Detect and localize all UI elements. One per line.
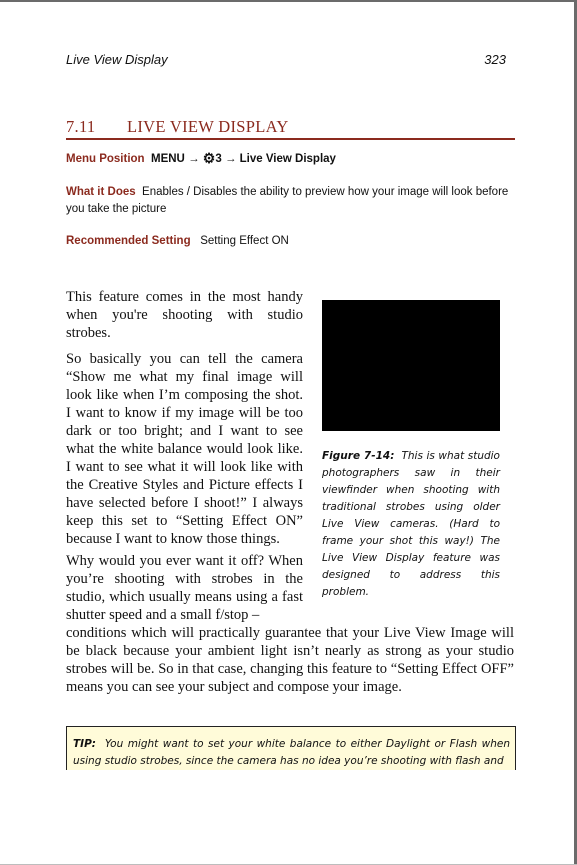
arrow-icon: → bbox=[224, 153, 237, 165]
paragraph: This feature comes in the most handy when you're shooting with studio strobes. bbox=[66, 289, 303, 341]
paragraph: Why would you ever want it off? When you’re shooting with strobes in the studio, which usually means using a fast shutter speed and a small f/stop – bbox=[66, 553, 303, 623]
menu-tab-number: 3 bbox=[215, 153, 222, 165]
paragraph: So basically you can tell the camera “Show me what my final image will look like when I’m composing the shot. I want to know if my image will be too dark or too bright; and I want to see what the white balance would look like. I want to see what it will look like with the Creative Styles and Picture effects I have selected before I shoot!” I always keep this set to “Setting Effect ON” because I want to know those things. bbox=[66, 351, 303, 547]
figure-caption bbox=[322, 448, 500, 601]
paragraph: conditions which will practically guarantee that your Live View Image will be black because your ambient light isn’t nearly as strong as your studio strobes will be. So in that case, changing this feature to “Setting Effect OFF” means you can see your subject and compose your image. bbox=[66, 625, 514, 695]
figure-image bbox=[322, 300, 500, 431]
section-heading bbox=[66, 117, 515, 140]
running-head-title: Live View Display bbox=[66, 52, 168, 67]
page-number: 323 bbox=[484, 52, 506, 67]
arrow-icon: → bbox=[188, 153, 200, 165]
tip-box bbox=[66, 726, 516, 770]
what-it-does bbox=[66, 184, 516, 218]
what-it-does-label: What it Does bbox=[66, 186, 136, 198]
recommended-value: Setting Effect ON bbox=[200, 235, 289, 247]
section-number: 7.11 bbox=[66, 117, 96, 136]
gear-icon: ⚙ bbox=[202, 150, 216, 166]
menu-position-line bbox=[66, 150, 516, 168]
tip-text: You might want to set your white balance to either Daylight or Flash when using studio strobes, since the camera has no idea you’re shooting with flash and bbox=[73, 738, 510, 767]
menu-position-label: Menu Position bbox=[66, 153, 145, 165]
page-border-top bbox=[0, 0, 577, 2]
menu-item: Live View Display bbox=[239, 153, 336, 165]
running-head bbox=[66, 52, 506, 67]
recommended-setting bbox=[66, 233, 516, 250]
recommended-label: Recommended Setting bbox=[66, 235, 191, 247]
figure-label: Figure 7-14: bbox=[322, 450, 395, 462]
tip-label: TIP: bbox=[73, 738, 96, 750]
figure-caption-text: This is what studio photographers saw in their viewfinder when shooting with traditional strobes using older Live View cameras. (Hard to frame your shot this way!) The Live View Display feature was designed to address this problem. bbox=[322, 450, 500, 598]
menu-name: MENU bbox=[150, 153, 185, 165]
section-title: LIVE VIEW DISPLAY bbox=[127, 117, 289, 136]
what-it-does-text: Enables / Disables the ability to preview how your image will look before you take the picture bbox=[66, 186, 509, 215]
